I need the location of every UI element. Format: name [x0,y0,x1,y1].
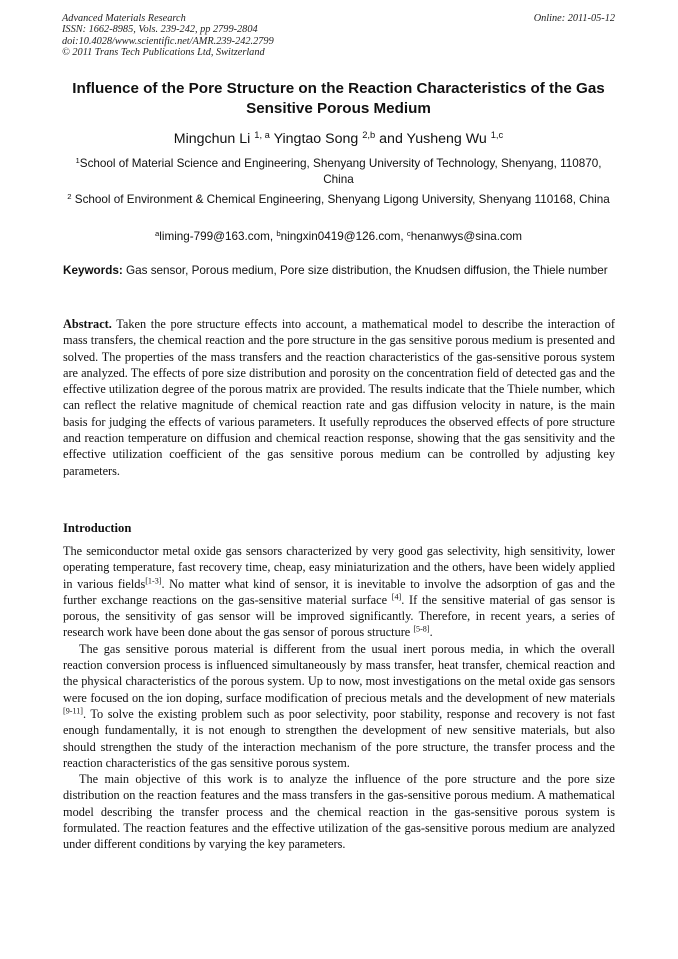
journal-header [62,13,615,59]
paragraph-text: . No matter what kind of sensor, it is inevitable to involve the adsorption of gas and the further exchange reactions on the gas-sensitive material surface [63,576,616,607]
paper-title: Influence of the Pore Structure on the Reaction Characteristics of the Gas Sensitive Porous Medium [72,80,605,117]
author-name: Yusheng Wu [406,131,487,147]
journal-name: Advanced Materials Research [62,13,186,24]
affiliation-text: School of Environment & Chemical Engineering, Shenyang Ligong University, Shenyang 110168, China [74,193,610,206]
email-marker: a [154,228,160,238]
introduction-body [63,543,615,853]
affiliation-marker: 1 [75,155,80,165]
citation[interactable]: [5-8] [413,625,430,635]
author-affil-marker: 2,b [362,129,376,140]
author-conjunction: and [379,131,403,147]
paragraph-text: The gas sensitive porous material is different from the usual inert porous media, in which the overall reaction conversion process is influenced simultaneously by mass transfer, heat transfer, chemical reaction and the physical characteristics of the porous system. Up to now, most investigations on the metal oxide gas sensors were focused on the ion doping, surface modification of precious metals and the development of new materials [63,641,615,705]
citation[interactable]: [1-3] [145,576,162,586]
abstract [63,316,615,479]
journal-copyright: © 2011 Trans Tech Publications Ltd, Switzerland [62,47,265,59]
journal-doi: doi:10.4028/www.scientific.net/AMR.239-242.2799 [62,35,274,47]
author-emails: $^a$liming-799@163.com, $^b$ningxin0419@126.com, $^c$henanwys@sina.com [154,228,523,243]
abstract-label: Abstract. [63,317,112,331]
keywords-text: Gas sensor, Porous medium, Pore size distribution, the Knudsen diffusion, the Thiele number [126,264,608,277]
journal-issn: ISSN: 1662-8985, Vols. 239-242, pp 2799-2804 [62,24,258,36]
abstract-text: Taken the pore structure effects into account, a mathematical model to describe the interaction of mass transfers, the chemical reaction and the pore structure in the gas sensitive porous medium is presented and solved. The properties of the mass transfers and the reaction characteristics of the gas-sensitive porous system are analyzed. The effects of pore size distribution and porosity on the concentration field of detected gas and the effective utilization degree of the porous matrix are provided. The results indicate that the Thiele number, which can reflect the relative magnitude of chemical reaction rate and gas diffusion velocity in nature, is the main basis for judging the effects of various parameters. It usefully reproduces the observed effects of pore structure and reaction temperature on diffusion and chemical reaction response, showing that the gas sensitivity and the effective utilization coefficient of the gas sensitive porous medium can be controlled by adjusting key parameters. [63,317,615,478]
email-address[interactable]: liming-799@163.com [159,230,270,243]
citation[interactable]: [4] [391,592,402,602]
paragraph-text: The semiconductor metal oxide gas sensors characterized by very good gas selectivity, high sensitivity, lower operating temperature, fast recovery time, cheap, easy miniaturization and the others, have been widely applied in various fields [63,544,615,591]
section-heading-introduction: Introduction [63,521,132,535]
email-address[interactable]: henanwys@sina.com [410,230,523,243]
keywords-label: Keywords: [63,264,123,277]
online-date: Online: 2011-05-12 [533,13,615,24]
paragraph-text: . [429,625,433,640]
citation[interactable]: [9-11] [63,706,83,716]
affiliation-marker: 2 [67,191,72,201]
author-list [62,130,615,148]
affiliation-text: School of Material Science and Engineering, Shenyang University of Technology, Shenyang, 110870, China [79,157,602,186]
email-address[interactable]: ningxin0419@126.com [280,230,401,243]
paragraph [63,641,615,771]
affiliation-2 [62,192,615,208]
email-marker: c [406,228,411,238]
keywords [63,263,615,279]
author-name: Yingtao Song [273,131,359,147]
email-marker: b [276,228,281,238]
author-name: Mingchun Li [173,131,251,147]
paragraph-text: . To solve the existing problem such as poor selectivity, poor stability, response and recovery is not fast enough fundamentally, it is not enough to strengthen the development of new sensitive materials, but also should strengthen the study of the interaction mechanism of the pore structure, the transfer process and the reaction characteristics of the gas sensitive porous system. [63,706,615,770]
author-affil-marker: 1,c [490,129,504,140]
paragraph: The main objective of this work is to analyze the influence of the pore structure and the pore size distribution on the reaction features and the mass transfers in the gas-sensitive porous medium. A mathematical model describing the transfer process and the chemical reaction in the gas-sensitive porous system is formulated. The reaction features and the effective utilization of the gas-sensitive porous medium are analyzed under different conditions by varying the key parameters. [63,772,615,852]
paragraph-text: . If the sensitive material of gas sensor is porous, the sensitivity of gas sensor will be improved significantly. Therefore, in recent years, a series of research work have been done about the gas sensor of porous structure [63,592,615,640]
paragraph [63,543,615,641]
affiliation-1 [62,156,615,188]
author-affil-marker: 1, a [254,129,270,140]
